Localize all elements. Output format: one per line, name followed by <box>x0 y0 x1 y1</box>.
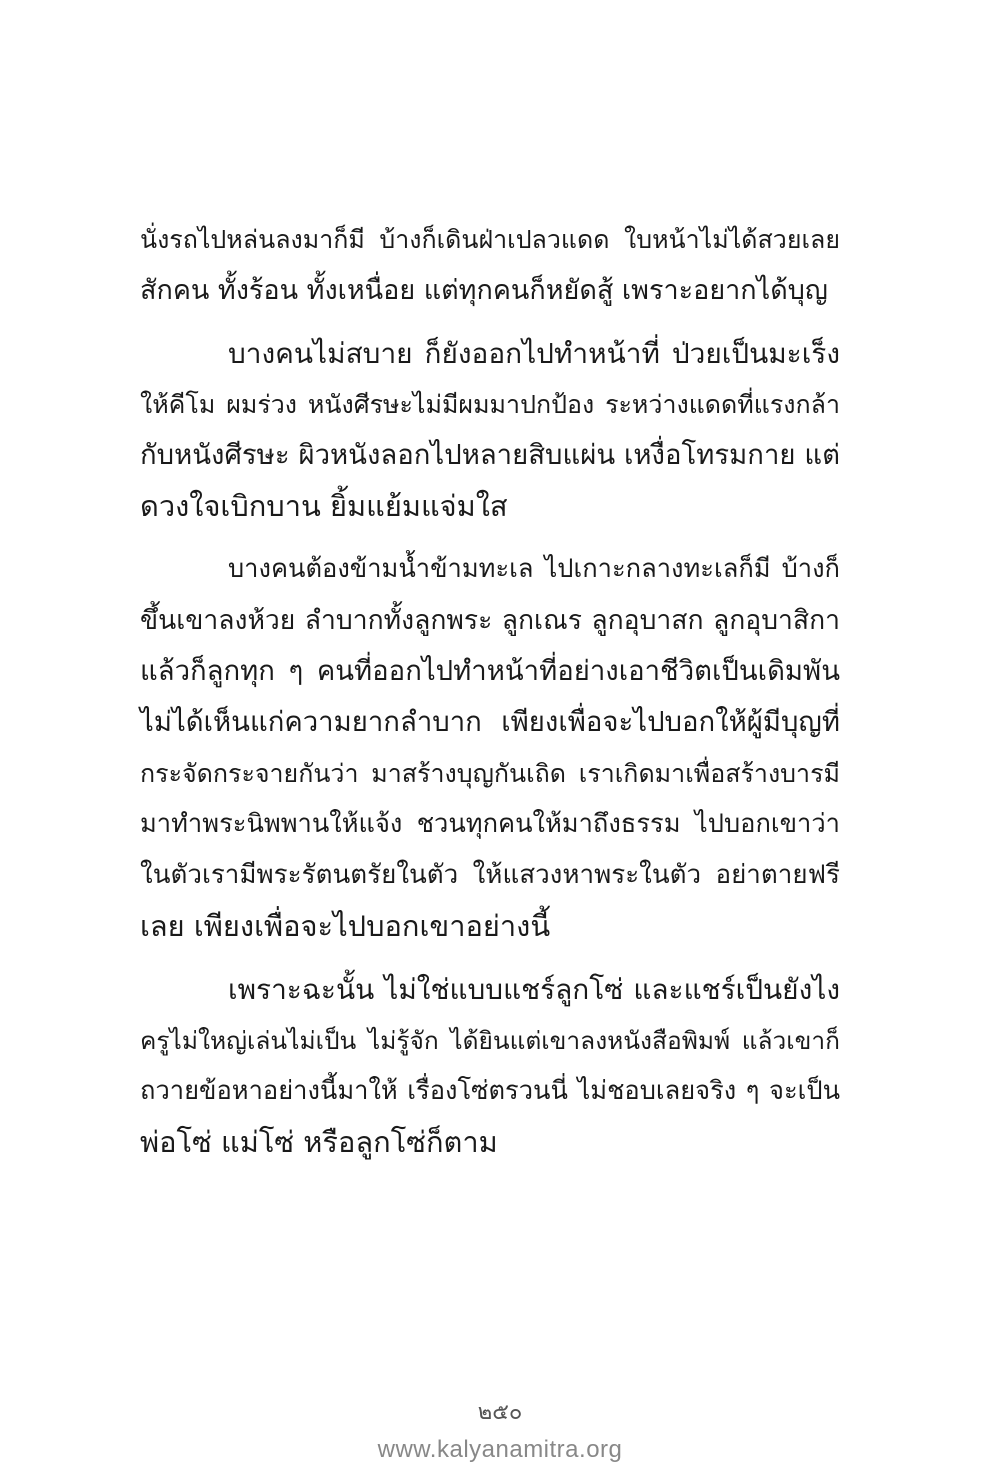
body-text <box>140 214 840 1180</box>
paragraph-4 <box>140 964 840 1168</box>
paragraph-3 <box>140 544 840 952</box>
text-line: กระจัดกระจายกันว่า มาสร้างบุญกันเถิด เราเกิดมาเพื่อสร้างบารมี <box>140 759 840 788</box>
paragraph-2 <box>140 328 840 532</box>
text-line: บางคนไม่สบาย ก็ยังออกไปทำหน้าที่ ป่วยเป็นมะเร็ง <box>228 337 840 370</box>
text-line: ในตัวเรามีพระรัตนตรัยในตัว ให้แสวงหาพระในตัว อย่าตายฟรี <box>140 860 840 890</box>
text-line: พ่อโซ่ แม่โซ่ หรือลูกโซ่ก็ตาม <box>140 1125 498 1159</box>
text-line: บางคนต้องข้ามน้ำข้ามทะเล ไปเกาะกลางทะเลก็มี บ้างก็ <box>228 554 840 584</box>
paragraph-1 <box>140 214 840 316</box>
text-line: แล้วก็ลูกทุก ๆ คนที่ออกไปทำหน้าที่อย่างเอาชีวิตเป็นเดิมพัน <box>140 655 840 687</box>
text-line: ครูไม่ใหญ่เล่นไม่เป็น ไม่รู้จัก ได้ยินแต่เขาลงหนังสือพิมพ์ แล้วเขาก็ <box>140 1026 840 1055</box>
text-line: สักคน ทั้งร้อน ทั้งเหนื่อย แต่ทุกคนก็หยัดสู้ เพราะอยากได้บุญ <box>140 275 828 306</box>
text-line: มาทำพระนิพพานให้แจ้ง ชวนทุกคนให้มาถึงธรรม ไปบอกเขาว่า <box>140 809 840 839</box>
text-line: ดวงใจเบิกบาน ยิ้มแย้มแจ่มใส <box>140 489 508 523</box>
page-number: ๒๕๐ <box>477 1400 523 1425</box>
text-line: ให้คีโม ผมร่วง หนังศีรษะไม่มีผมมาปกป้อง ระหว่างแดดที่แรงกล้า <box>140 390 840 419</box>
text-line: ขึ้นเขาลงห้วย ลำบากทั้งลูกพระ ลูกเณร ลูกอุบาสก ลูกอุบาสิกา <box>140 605 840 636</box>
text-line: กับหนังศีรษะ ผิวหนังลอกไปหลายสิบแผ่น เหงื่อโทรมกาย แต่ <box>140 439 840 471</box>
text-line: เพราะฉะนั้น ไม่ใช่แบบแชร์ลูกโซ่ และแชร์เป็นยังไง <box>228 973 840 1006</box>
text-line: เลย เพียงเพื่อจะไปบอกเขาอย่างนี้ <box>140 909 551 943</box>
text-line: ถวายข้อหาอย่างนี้มาให้ เรื่องโซ่ตรวนนี่ ไม่ชอบเลยจริง ๆ จะเป็น <box>140 1076 840 1106</box>
text-line: นั่งรถไปหล่นลงมาก็มี บ้างก็เดินฝ่าเปลวแดด ใบหน้าไม่ได้สวยเลย <box>140 225 840 254</box>
website-url[interactable]: www.kalyanamitra.org <box>377 1436 623 1463</box>
text-line: ไม่ได้เห็นแก่ความยากลำบาก เพียงเพื่อจะไปบอกให้ผู้มีบุญที่ <box>140 706 840 738</box>
